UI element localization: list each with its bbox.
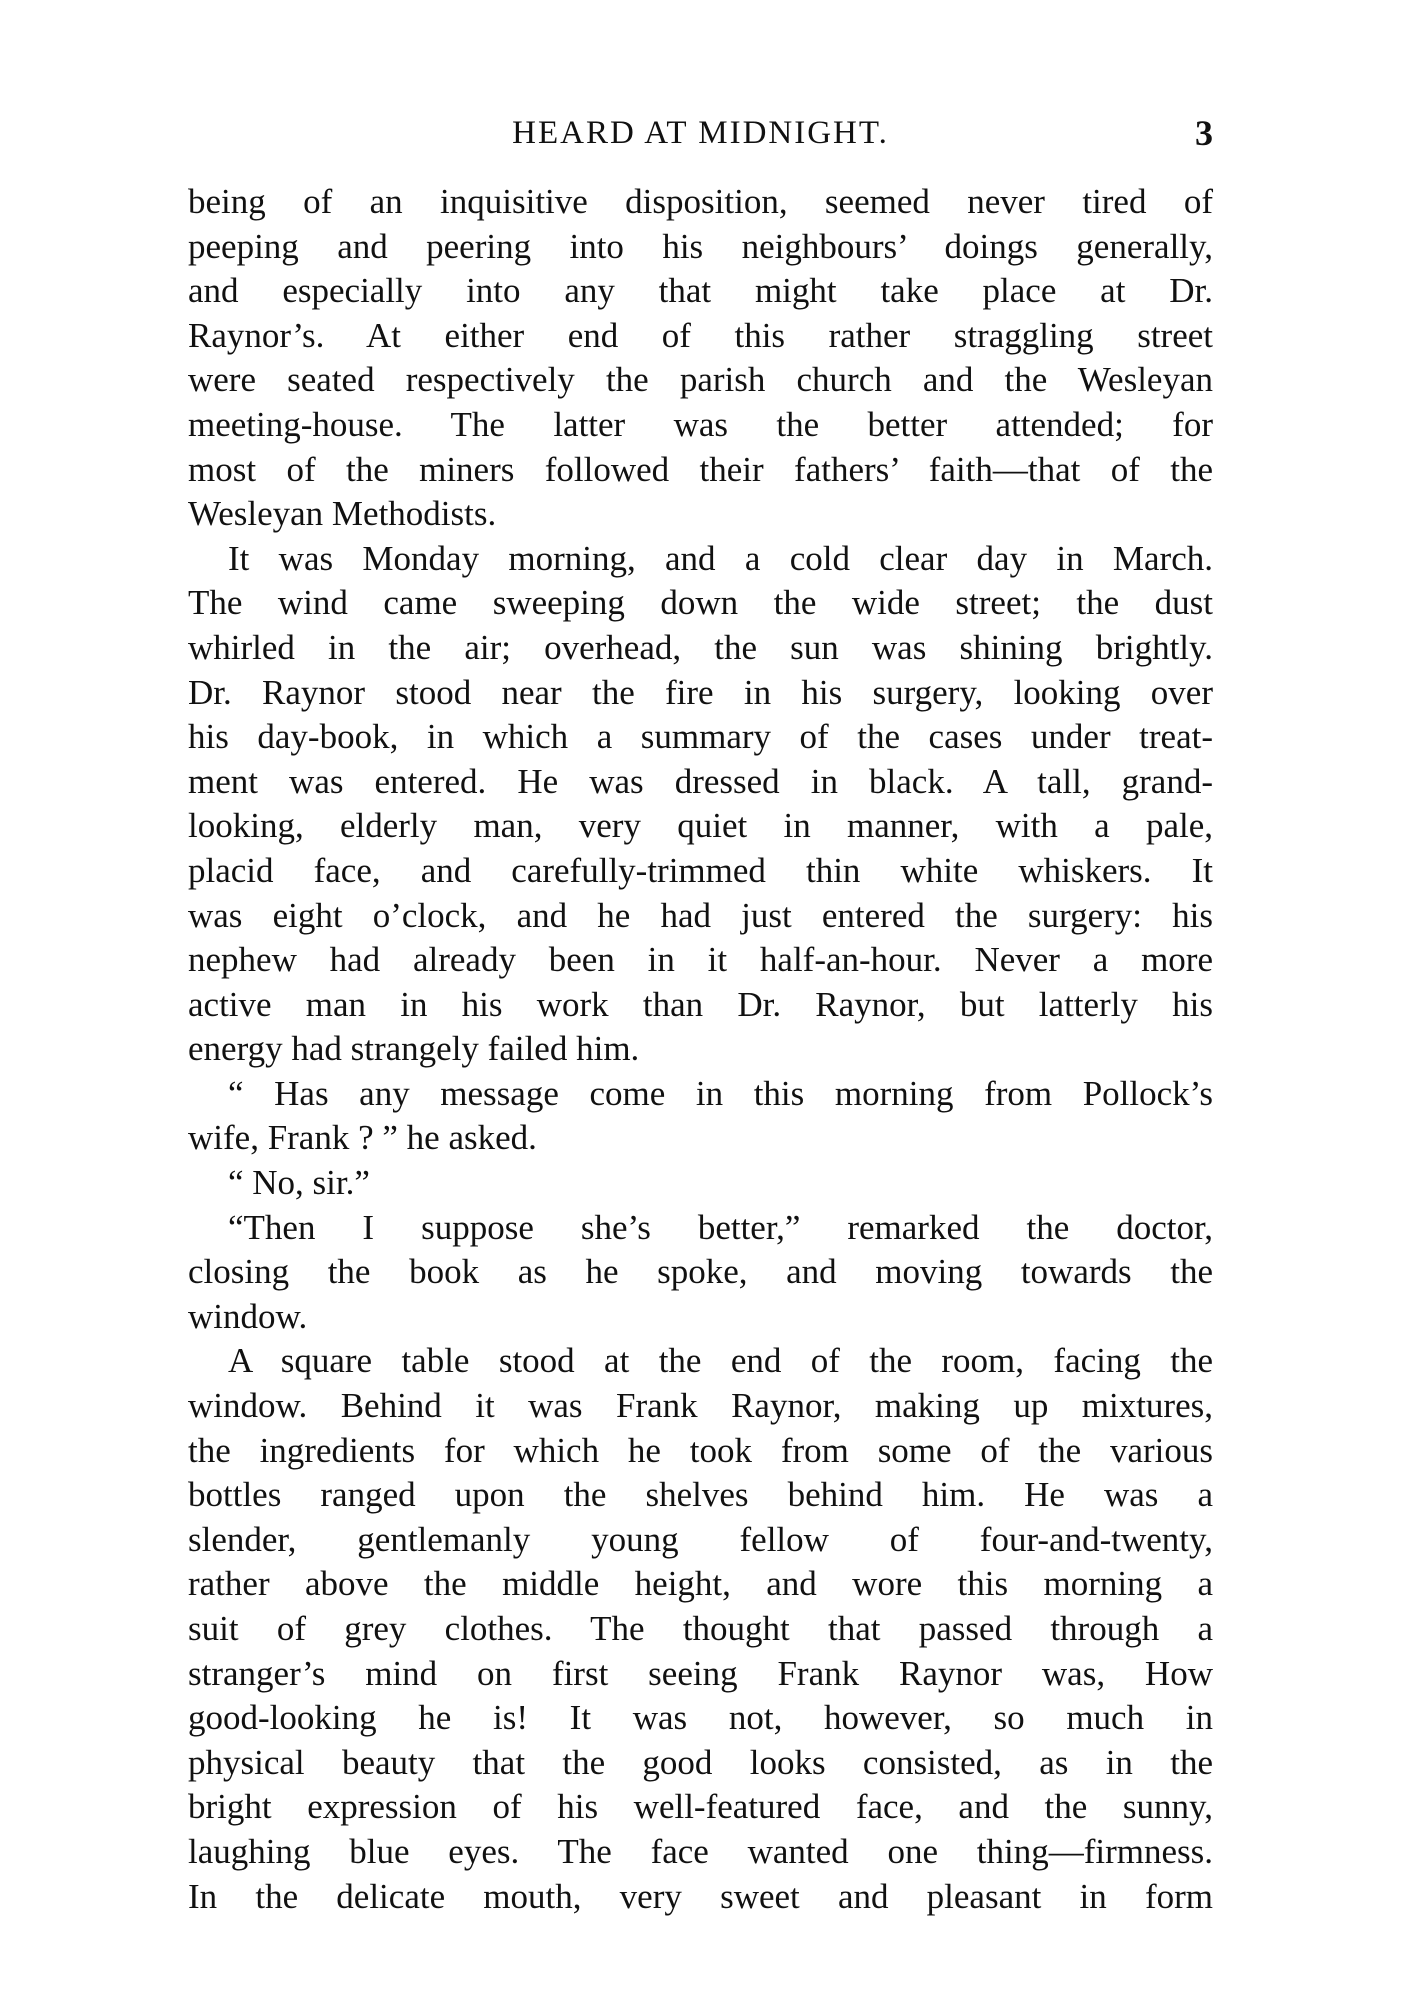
text-line: the ingredients for which he took from some of the various xyxy=(188,1430,1213,1470)
running-title: HEARD AT MIDNIGHT. xyxy=(512,115,889,151)
text-line: whirled in the air; overhead, the sun was shining brightly. xyxy=(188,627,1213,667)
text-line: nephew had already been in it half-an-hour. Never a more xyxy=(188,940,1213,980)
text-line: Dr. Raynor stood near the fire in his surgery, looking over xyxy=(188,672,1213,712)
text-line: laughing blue eyes. The face wanted one thing—firmness. xyxy=(188,1831,1213,1871)
text-line: bottles ranged upon the shelves behind him. He was a xyxy=(188,1475,1213,1515)
text-line: closing the book as he spoke, and moving towards the xyxy=(188,1252,1213,1292)
text-line: wife, Frank ? ” he asked. xyxy=(188,1118,537,1158)
text-line: being of an inquisitive disposition, seemed never tired of xyxy=(188,182,1213,221)
text-line: physical beauty that the good looks consisted, as in the xyxy=(188,1742,1213,1782)
text-line: It was Monday morning, and a cold clear day in March. xyxy=(228,538,1213,578)
body-text xyxy=(188,180,1213,1919)
text-line: Raynor’s. At either end of this rather straggling street xyxy=(188,315,1213,355)
text-line: peeping and peering into his neighbours’ doings generally, xyxy=(188,226,1213,266)
text-line: his day-book, in which a summary of the cases under treat- xyxy=(188,717,1213,757)
text-line: slender, gentlemanly young fellow of four-and-twenty, xyxy=(188,1519,1213,1559)
text-line: In the delicate mouth, very sweet and pleasant in form xyxy=(188,1876,1213,1916)
text-line: The wind came sweeping down the wide street; the dust xyxy=(188,583,1213,623)
text-line: most of the miners followed their fathers’ faith—that of the xyxy=(188,449,1213,489)
text-line: “ Has any message come in this morning from Pollock’s xyxy=(228,1073,1213,1113)
text-line: ment was entered. He was dressed in black. A tall, grand- xyxy=(188,761,1213,801)
text-line: A square table stood at the end of the room, facing the xyxy=(228,1341,1213,1381)
text-line: “ No, sir.” xyxy=(228,1163,370,1203)
text-line: Wesleyan Methodists. xyxy=(188,494,497,534)
text-line: active man in his work than Dr. Raynor, but latterly his xyxy=(188,984,1213,1024)
text-line: window. Behind it was Frank Raynor, making up mixtures, xyxy=(188,1386,1213,1426)
text-line: good-looking he is! It was not, however, so much in xyxy=(188,1698,1213,1738)
text-line: looking, elderly man, very quiet in manner, with a pale, xyxy=(188,806,1213,846)
text-line: were seated respectively the parish church and the Wesleyan xyxy=(188,360,1213,400)
text-line: placid face, and carefully-trimmed thin white whiskers. It xyxy=(188,850,1213,890)
text-line: and especially into any that might take place at Dr. xyxy=(188,271,1213,311)
text-line: was eight o’clock, and he had just entered the surgery: his xyxy=(188,895,1213,935)
text-line: “Then I suppose she’s better,” remarked the doctor, xyxy=(228,1207,1213,1247)
text-line: window. xyxy=(188,1296,308,1336)
text-line: bright expression of his well-featured face, and the sunny, xyxy=(188,1787,1213,1827)
running-head xyxy=(188,108,1213,158)
text-line: rather above the middle height, and wore this morning a xyxy=(188,1564,1213,1604)
text-line: meeting-house. The latter was the better attended; for xyxy=(188,404,1213,444)
page-number: 3 xyxy=(1195,113,1213,153)
text-line: stranger’s mind on first seeing Frank Raynor was, How xyxy=(188,1653,1213,1693)
text-line: suit of grey clothes. The thought that passed through a xyxy=(188,1609,1213,1648)
text-line: energy had strangely failed him. xyxy=(188,1029,640,1069)
